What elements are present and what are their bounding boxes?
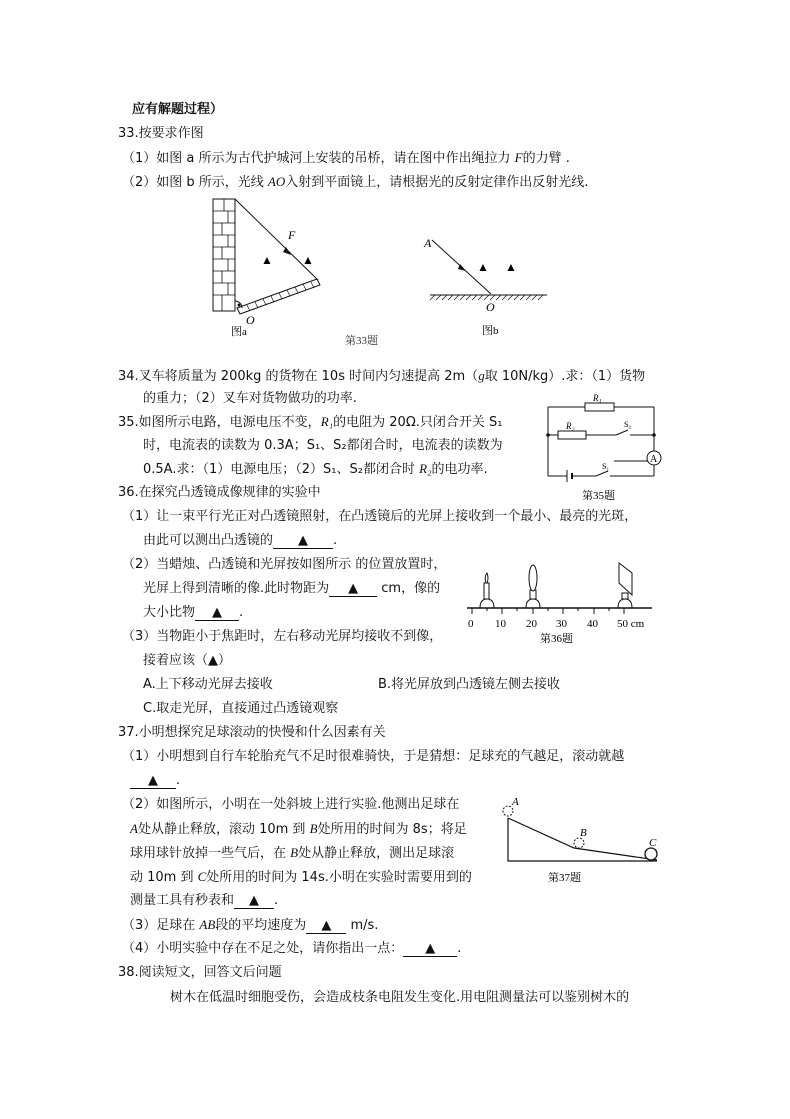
q37-part2-line4 bbox=[130, 868, 472, 887]
q36-part3-line1: （3）当物距小于焦距时，左右移动光屏均接收不到像， bbox=[122, 629, 443, 644]
text: 入射到平面镜上，请根据光的反射定律作出反射光线. bbox=[285, 175, 589, 190]
q36-part2-line1: （2）当蜡烛、凸透镜和光屏按如图所示 的位置放置时， bbox=[122, 557, 447, 572]
label-O: O bbox=[246, 313, 255, 327]
q37-part4 bbox=[122, 940, 461, 958]
text: 动 10m 到 bbox=[130, 870, 198, 885]
q35-line3 bbox=[143, 460, 488, 479]
answer-mark: ▲ bbox=[477, 260, 489, 274]
text: 处所用的时间为 14s.小明在实验时需要用到的 bbox=[206, 870, 472, 885]
tick: 0 bbox=[468, 618, 474, 630]
tick: 40 bbox=[587, 618, 598, 630]
figure-b-mirror bbox=[420, 230, 560, 340]
var: C bbox=[197, 869, 207, 884]
q36-caption: 第36题 bbox=[540, 633, 573, 645]
figure-slope bbox=[495, 798, 670, 888]
text: 光屏上得到清晰的像.此时物距为 bbox=[143, 581, 330, 596]
figure-optical-bench bbox=[462, 565, 662, 645]
q36-part3-line2 bbox=[143, 652, 231, 670]
text: . bbox=[274, 893, 279, 908]
text: 接着应该（ bbox=[143, 653, 209, 668]
text: 测量工具有秒表和 bbox=[130, 893, 235, 908]
text: 的力臂 . bbox=[522, 151, 570, 166]
var: R₂ bbox=[419, 461, 432, 476]
text: 处从静止释放，测出足球滚 bbox=[298, 846, 455, 861]
q37-part2-line5 bbox=[130, 892, 278, 910]
text: 35.如图所示电路，电源电压不变， bbox=[118, 415, 321, 430]
answer-mark[interactable]: ▲ bbox=[208, 653, 219, 668]
text: ） bbox=[218, 653, 232, 668]
q33-title: 33.按要求作图 bbox=[118, 126, 204, 141]
header-text: 应有解题过程） bbox=[132, 102, 224, 117]
var: R₁ bbox=[320, 414, 334, 429]
var: AO bbox=[267, 174, 286, 189]
text: （3）足球在 bbox=[122, 918, 200, 933]
q37-part3 bbox=[122, 916, 378, 935]
q37-part2-line1: （2）如图所示，小明在一处斜坡上进行实验.他测出足球在 bbox=[122, 797, 460, 812]
answer-mark: ▲ bbox=[302, 253, 314, 267]
text: m/s. bbox=[350, 918, 379, 933]
answer-mark: ▲ bbox=[261, 253, 273, 267]
text: cm，像的 bbox=[381, 581, 441, 596]
text: 取 10N/kg）.求：（1）货物 bbox=[484, 369, 646, 384]
text: 段的平均速度为 bbox=[215, 918, 307, 933]
label-A: A bbox=[512, 796, 519, 808]
answer-blank[interactable]: ▲ bbox=[273, 533, 333, 549]
q36-title: 36.在探究凸透镜成像规律的实验中 bbox=[118, 485, 321, 500]
label-O: O bbox=[486, 300, 495, 314]
figure-a-drawbridge bbox=[200, 195, 340, 340]
q35-line2: 时，电流表的读数为 0.3A；S₁、S₂都闭合时，电流表的读数为 bbox=[143, 438, 503, 453]
text: 处所用的时间为 8s；将足 bbox=[317, 822, 467, 837]
tick: 20 bbox=[526, 618, 537, 630]
answer-mark: ▲ bbox=[505, 260, 517, 274]
label-S2: S₂ bbox=[624, 420, 632, 429]
ammeter-label: A bbox=[650, 454, 658, 465]
q36-part1-line1: （1）让一束平行光正对凸透镜照射，在凸透镜后的光屏上接收到一个最小、最亮的光斑， bbox=[122, 509, 638, 524]
label-B: B bbox=[580, 827, 587, 839]
label-C: C bbox=[649, 837, 657, 849]
q33-part2 bbox=[122, 173, 588, 192]
q35-caption: 第35题 bbox=[582, 490, 615, 502]
text: . bbox=[176, 773, 181, 788]
tick: 30 bbox=[556, 618, 567, 630]
var: B bbox=[309, 821, 318, 836]
text: 大小比物 bbox=[143, 605, 196, 620]
q33-caption: 第33题 bbox=[345, 335, 378, 347]
label-R2: R₂ bbox=[566, 421, 575, 431]
label-A: A bbox=[424, 236, 432, 250]
text: 球用球针放掉一些气后，在 bbox=[130, 846, 291, 861]
label-S1: S₁ bbox=[602, 462, 610, 471]
q38-title: 38.阅读短文，回答文后问题 bbox=[118, 965, 282, 980]
var: F bbox=[514, 150, 523, 165]
text: （1）如图 a 所示为古代护城河上安装的吊桥，请在图中作出绳拉力 bbox=[122, 151, 515, 166]
label-F: F bbox=[288, 228, 296, 242]
text: . bbox=[333, 533, 338, 548]
q34-line2: 的重力；（2）叉车对货物做功的功率. bbox=[143, 391, 357, 406]
label-R1: R₁ bbox=[593, 393, 602, 403]
answer-blank[interactable]: ▲ bbox=[234, 893, 274, 909]
q34-line1 bbox=[118, 367, 645, 386]
q37-part1-line1: （1）小明想到自行车轮胎充气不足时很难骑快，于是猜想：足球充的气越足，滚动就越 bbox=[122, 749, 625, 764]
q36-option-c: C.取走光屏，直接通过凸透镜观察 bbox=[143, 701, 339, 716]
answer-blank[interactable]: ▲ bbox=[130, 773, 176, 789]
text: （4）小明实验中存在不足之处，请你指出一点： bbox=[122, 941, 404, 956]
q35-line1 bbox=[118, 413, 503, 432]
tick: 50 cm bbox=[617, 618, 645, 630]
var: AB bbox=[199, 917, 216, 932]
q36-option-b: B.将光屏放到凸透镜左侧去接收 bbox=[378, 677, 561, 692]
caption-a: 图a bbox=[231, 326, 247, 338]
q37-part1-line2 bbox=[130, 772, 180, 790]
q36-part2-line3 bbox=[143, 604, 243, 622]
q36-option-a: A.上下移动光屏去接收 bbox=[143, 677, 273, 692]
text: . bbox=[457, 941, 462, 956]
var: A bbox=[130, 821, 138, 836]
answer-blank[interactable]: ▲ bbox=[403, 941, 457, 957]
var: B bbox=[290, 845, 299, 860]
text: 34.叉车将质量为 200kg 的货物在 10s 时间内匀速提高 2m（ bbox=[118, 369, 479, 384]
text: 0.5A.求：（1）电源电压；（2）S₁、S₂都闭合时 bbox=[143, 462, 420, 477]
text: . bbox=[239, 605, 244, 620]
figure-circuit bbox=[540, 395, 660, 505]
answer-blank[interactable]: ▲ bbox=[329, 581, 377, 597]
scale-ticks bbox=[468, 618, 645, 630]
q37-part2-line2 bbox=[130, 820, 467, 839]
text: 由此可以测出凸透镜的 bbox=[143, 533, 274, 548]
answer-blank[interactable]: ▲ bbox=[306, 918, 346, 934]
q37-title: 37.小明想探究足球滚动的快慢和什么因素有关 bbox=[118, 725, 386, 740]
caption-b: 图b bbox=[482, 325, 499, 337]
answer-blank[interactable]: ▲ bbox=[195, 605, 239, 621]
q38-paragraph: 树木在低温时细胞受伤，会造成枝条电阻发生变化.用电阻测量法可以鉴别树木的 bbox=[170, 990, 630, 1005]
q37-part2-line3 bbox=[130, 844, 454, 863]
tick: 10 bbox=[495, 618, 506, 630]
q37-caption: 第37题 bbox=[548, 872, 581, 884]
q36-part2-line2 bbox=[143, 580, 440, 598]
text: （2）如图 b 所示，光线 bbox=[122, 175, 268, 190]
text: 处从静止释放，滚动 10m 到 bbox=[137, 822, 310, 837]
text: 的电阻为 20Ω.只闭合开关 S₁ bbox=[333, 415, 503, 430]
q33-part1 bbox=[122, 149, 570, 168]
q36-part1-line2 bbox=[143, 532, 337, 550]
text: 的电功率. bbox=[431, 462, 488, 477]
var: g bbox=[478, 368, 485, 383]
